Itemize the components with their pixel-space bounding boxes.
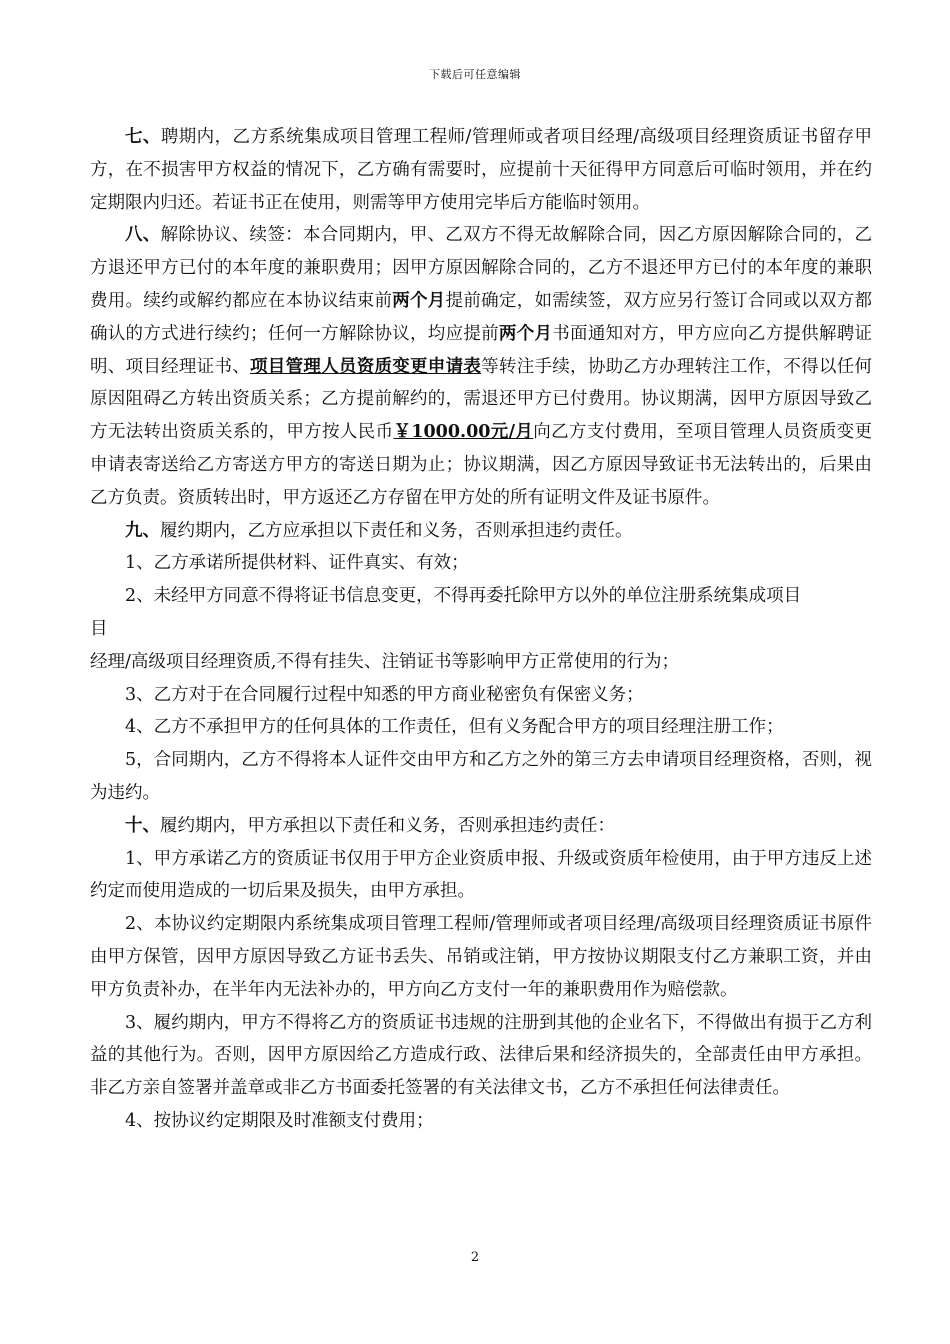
clause-9-item: 3、乙方对于在合同履行过程中知悉的甲方商业秘密负有保密义务； — [125, 684, 644, 705]
clause-10-item: 3、履约期内，甲方不得将乙方的资质证书违规的注册到其他的企业名下，不得做出有损于乙方利益的其他行为。否则，因甲方原因给乙方造成行政、法律后果和经济损失的，全部责任由甲方承担。非乙方亲自签署并盖章或非乙方书面委托签署的有关法律文书，乙方不承担任何法律责任。 — [90, 1012, 872, 1099]
clause-7 — [90, 121, 872, 219]
clause-8 — [90, 219, 872, 514]
clause-9-item-wrap: 目 — [90, 618, 108, 639]
clause-8-text-1: 解除协议、续签：本合同期内，甲、乙双方不得无故解除合同，因乙方原因解除合同的，乙方退还甲方已付的本年度的兼职费用；因甲方原因解除合同的，乙方不退还甲方已付的本年度的兼职费用。续约或解约都应在本协议结束前 — [90, 225, 873, 311]
clause-8-text-3: 书面通知对方，甲方应向乙方提供解聘证明、项目经理证书、 — [90, 323, 873, 377]
clause-9-text: 履约期内，乙方应承担以下责任和义务，否则承担违约责任。 — [160, 520, 633, 541]
clause-8-text-2: 提前确定，如需续签，双方应另行签订合同或以双方都确认的方式进行续约；任何一方解除协议，均应提前 — [90, 290, 873, 344]
clause-9-item: 2、未经甲方同意不得将证书信息变更，不得再委托除甲方以外的单位注册系统集成项目 — [125, 586, 802, 607]
clause-8-text-4: 等转注手续，协助乙方办理转注工作，不得以任何原因阻碍乙方转出资质关系；乙方提前解约的，需退还甲方已付费用。协议期满，因甲方原因导致乙方无法转出资质关系的，甲方按人民币 — [90, 356, 873, 443]
clause-10-number: 十、 — [125, 815, 160, 836]
clause-10-item: 4、按协议约定期限及时准额支付费用； — [125, 1110, 434, 1131]
document-body — [90, 121, 872, 1138]
clause-10 — [90, 810, 872, 843]
clause-7-number: 七、 — [125, 127, 161, 147]
clause-8-text-5: 向乙方支付费用，至项目管理人员资质变更申请表寄送给乙方寄送方甲方的寄送日期为止；协议期满，因乙方原因导致证书无法转出的，后果由乙方负责。资质转出时，甲方返还乙方存留在甲方处的所有证明文件及证书原件。 — [90, 422, 873, 508]
clause-8-bold-1: 两个月 — [392, 290, 446, 311]
clause-9-item: 5，合同期内，乙方不得将本人证件交由甲方和乙方之外的第三方去申请项目经理资格，否则，视为违约。 — [90, 750, 872, 803]
clause-8-bold-2: 两个月 — [498, 323, 553, 344]
page-number: 2 — [470, 1250, 480, 1265]
clause-9-item-continued: 经理/高级项目经理资质,不得有挂失、注销证书等影响甲方正常使用的行为； — [90, 651, 679, 672]
clause-10-text: 履约期内，甲方承担以下责任和义务，否则承担违约责任： — [160, 815, 615, 836]
clause-9-item: 4、乙方不承担甲方的任何具体的工作责任，但有义务配合甲方的项目经理注册工作； — [125, 717, 784, 738]
clause-8-amount: ￥1000.00元/月 — [393, 422, 534, 443]
clause-8-form-name: 项目管理人员资质变更申请表 — [250, 356, 482, 377]
clause-9 — [90, 515, 872, 548]
clause-8-number: 八、 — [125, 225, 161, 246]
clause-7-text: 聘期内，乙方系统集成项目管理工程师/管理师或者项目经理/高级项目经理资质证书留存甲方，在不损害甲方权益的情况下，乙方确有需要时，应提前十天征得甲方同意后可临时领用，并在约定期限内归还。若证书正在使用，则需等甲方使用完毕后方能临时领用。 — [90, 127, 872, 213]
clause-9-item: 1、乙方承诺所提供材料、证件真实、有效； — [125, 553, 469, 574]
page-header: 下载后可任意编辑 — [429, 68, 521, 81]
clause-10-item: 1、甲方承诺乙方的资质证书仅用于甲方企业资质申报、升级或资质年检使用，由于甲方违反上述约定而使用造成的一切后果及损失，由甲方承担。 — [90, 848, 872, 902]
clause-9-number: 九、 — [125, 520, 160, 541]
clause-10-item: 2、本协议约定期限内系统集成项目管理工程师/管理师或者项目经理/高级项目经理资质证书原件由甲方保管，因甲方原因导致乙方证书丢失、吊销或注销，甲方按协议期限支付乙方兼职工资，并由甲方负责补办，在半年内无法补办的，甲方向乙方支付一年的兼职费用作为赔偿款。 — [90, 914, 872, 1000]
